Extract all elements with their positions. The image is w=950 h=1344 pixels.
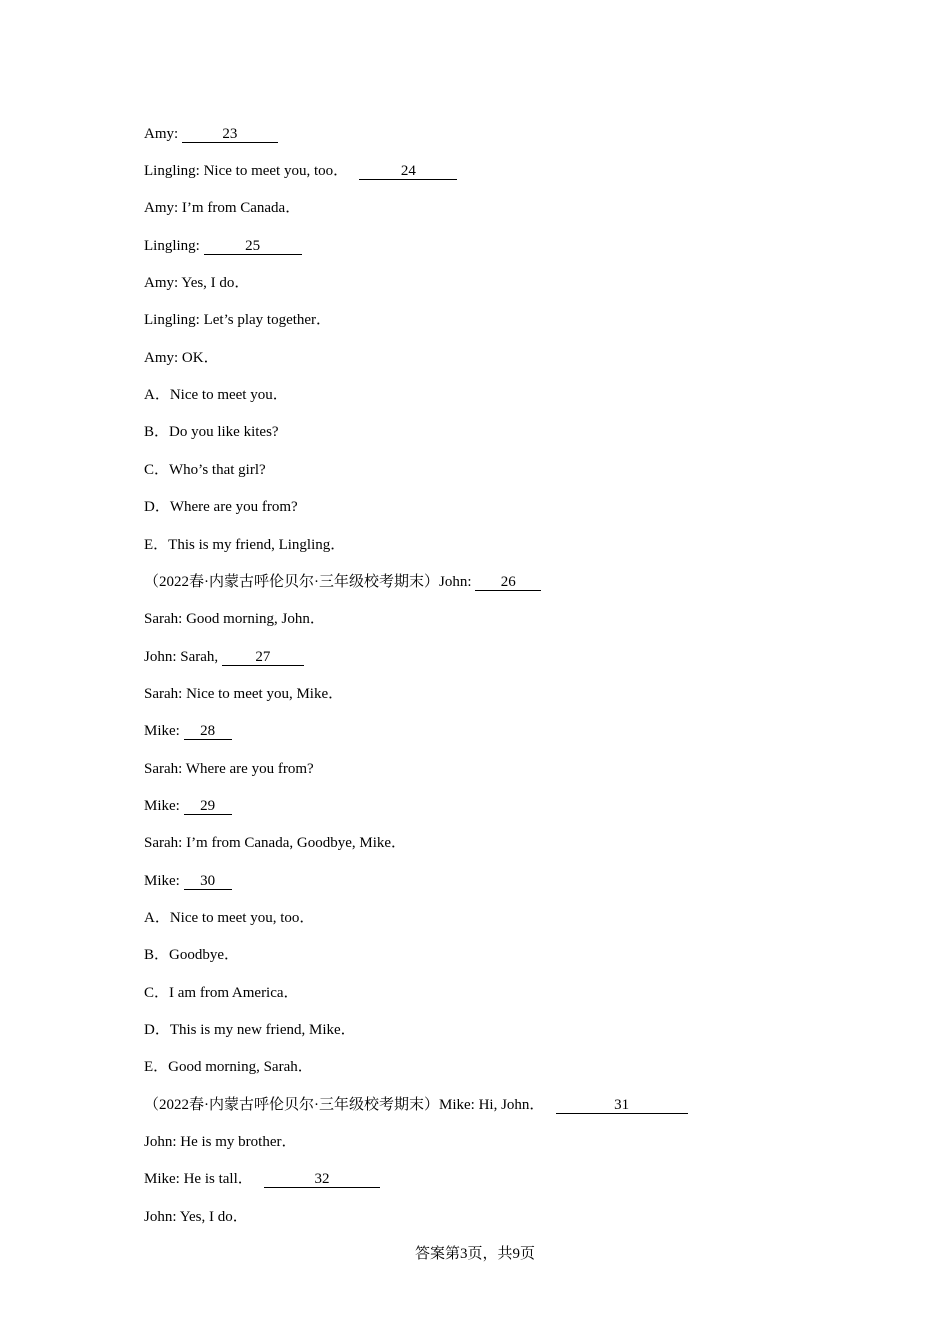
answer-blank: 28 (184, 723, 232, 740)
text-line (144, 1169, 380, 1189)
text-line (144, 310, 331, 330)
line-text: D．This is my new friend, Mike． (144, 1022, 356, 1038)
answer-blank: 29 (184, 798, 232, 815)
answer-blank: 31 (556, 1097, 688, 1114)
text-line (144, 236, 302, 256)
text-line (144, 422, 279, 442)
line-text: C．Who’s that girl? (144, 462, 266, 478)
line-text: Sarah: Where are you from? (144, 761, 314, 777)
text-line (144, 1020, 356, 1040)
text-line (144, 385, 288, 405)
line-text: Lingling: Nice to meet you, too． (144, 163, 360, 179)
text-line (144, 1095, 688, 1115)
line-text: E．Good morning, Sarah． (144, 1059, 313, 1075)
answer-blank: 32 (264, 1171, 380, 1188)
line-text: C．I am from America． (144, 985, 299, 1001)
text-line (144, 833, 406, 853)
text-line (144, 759, 314, 779)
line-text: D．Where are you from? (144, 499, 298, 515)
page-footer: 答案第3页，共9页 (414, 1246, 535, 1262)
line-text: Sarah: Nice to meet you, Mike． (144, 686, 344, 702)
text-line (144, 908, 314, 928)
line-text: Mike: (144, 873, 184, 889)
text-line (144, 497, 298, 517)
line-text: Amy: (144, 126, 182, 142)
text-line (144, 647, 304, 667)
text-line (144, 1132, 296, 1152)
text-line (144, 161, 457, 181)
line-text: Amy: OK． (144, 350, 219, 366)
line-text: Lingling: Let’s play together． (144, 312, 332, 328)
text-line (144, 273, 249, 293)
text-line (144, 983, 299, 1003)
line-text: John: Sarah, (144, 649, 222, 665)
line-text: Sarah: I’m from Canada, Goodbye, Mike． (144, 835, 407, 851)
text-line (144, 460, 266, 480)
text-line (144, 796, 232, 816)
line-text: A．Nice to meet you, too． (144, 910, 315, 926)
line-text: Amy: Yes, I do． (144, 275, 250, 291)
answer-blank: 23 (182, 126, 278, 143)
line-text: Mike: (144, 798, 184, 814)
text-line (144, 871, 232, 891)
answer-blank: 26 (475, 574, 541, 591)
answer-blank: 24 (359, 163, 457, 180)
line-text: John: Yes, I do． (144, 1209, 248, 1225)
line-text: B．Do you like kites? (144, 424, 279, 440)
line-text: （2022春·内蒙古呼伦贝尔·三年级校考期末）Mike: Hi, John． (144, 1097, 556, 1113)
text-line (144, 609, 325, 629)
line-text: Mike: (144, 723, 184, 739)
line-text: Mike: He is tall． (144, 1171, 264, 1187)
answer-blank: 27 (222, 649, 304, 666)
text-line (144, 684, 343, 704)
line-text: E．This is my friend, Lingling． (144, 537, 346, 553)
line-text: Sarah: Good morning, John． (144, 611, 325, 627)
text-line (144, 198, 300, 218)
text-line (144, 348, 219, 368)
text-line (144, 124, 278, 144)
text-line (144, 1207, 248, 1227)
text-line (144, 721, 232, 741)
line-text: Lingling: (144, 238, 204, 254)
text-line (144, 572, 541, 592)
line-text: Amy: I’m from Canada． (144, 200, 301, 216)
text-line (144, 945, 239, 965)
line-text: B．Goodbye． (144, 947, 239, 963)
line-text: John: He is my brother． (144, 1134, 297, 1150)
answer-blank: 30 (184, 873, 232, 890)
answer-blank: 25 (204, 238, 302, 255)
line-text: A．Nice to meet you． (144, 387, 288, 403)
text-line (144, 535, 345, 555)
line-text: （2022春·内蒙古呼伦贝尔·三年级校考期末）John: (144, 574, 476, 590)
text-line (144, 1057, 313, 1077)
